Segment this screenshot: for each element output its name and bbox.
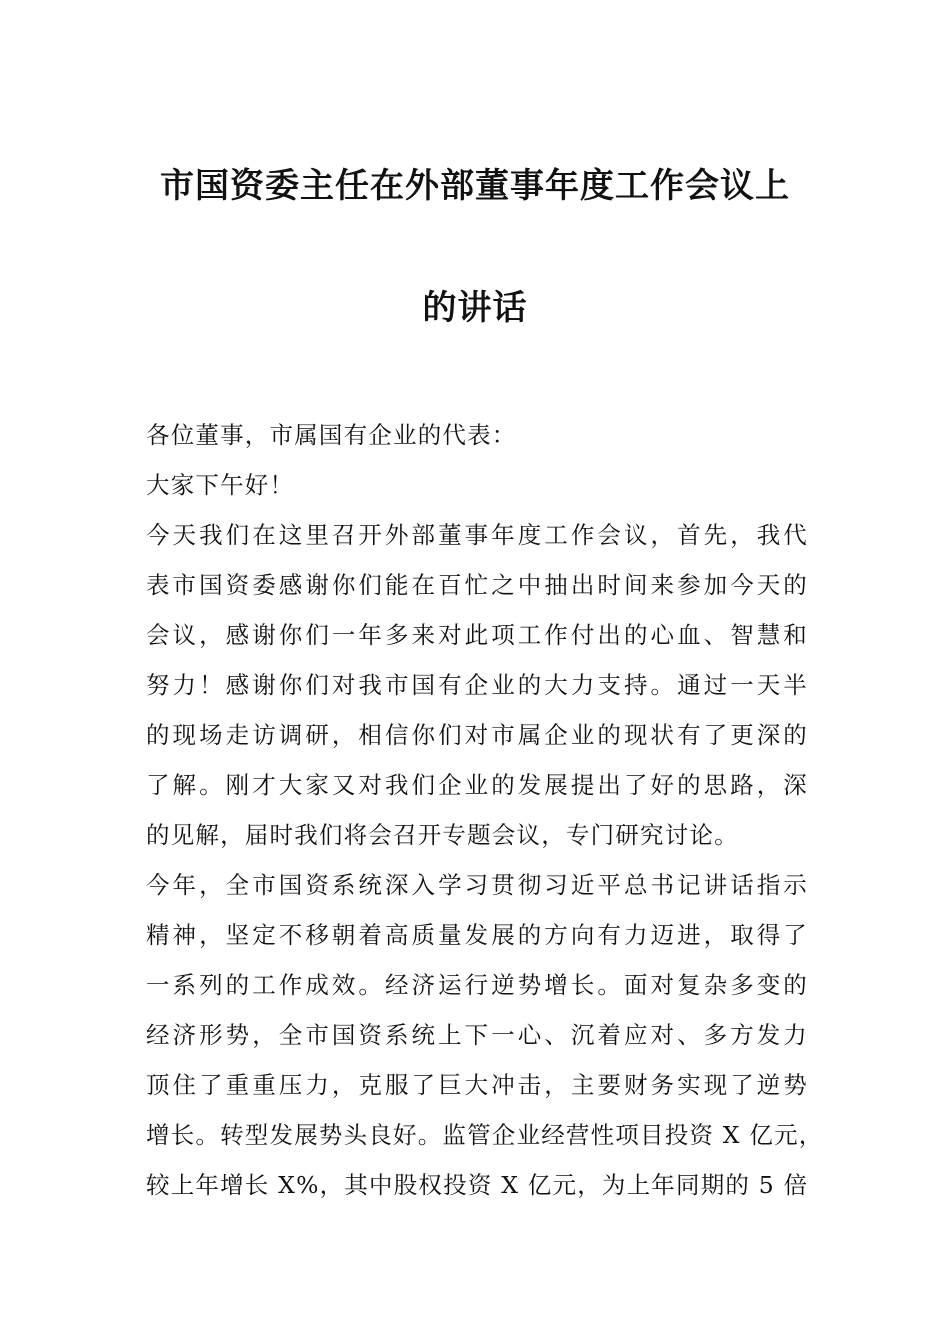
paragraph-line: 今天我们在这里召开外部董事年度工作会议，首先，我代 xyxy=(146,521,808,549)
paragraph-line: 的现场走访调研，相信你们对市属企业的现状有了更深的 xyxy=(146,721,808,749)
paragraph-line: 经济形势，全市国资系统上下一心、沉着应对、多方发力 xyxy=(146,1021,808,1049)
paragraph-line: 精神，坚定不移朝着高质量发展的方向有力迈进，取得了 xyxy=(146,921,808,949)
greeting-line: 大家下午好！ xyxy=(146,471,295,499)
paragraph-line: 较上年增长 X%，其中股权投资 X 亿元，为上年同期的 5 倍 xyxy=(146,1171,809,1199)
paragraph-line: 一系列的工作成效。经济运行逆势增长。面对复杂多变的 xyxy=(146,971,808,999)
document-title-line-1: 市国资委主任在外部董事年度工作会议上 xyxy=(160,166,790,206)
paragraph-line: 顶住了重重压力，克服了巨大冲击，主要财务实现了逆势 xyxy=(146,1071,808,1099)
paragraph-line: 增长。转型发展势头良好。监管企业经营性项目投资 X 亿元， xyxy=(146,1121,824,1149)
paragraph-line: 的见解，届时我们将会召开专题会议，专门研究讨论。 xyxy=(146,821,739,849)
document-body xyxy=(146,410,824,1210)
paragraph-line: 表市国资委感谢你们能在百忙之中抽出时间来参加今天的 xyxy=(146,571,808,599)
paragraph-line: 努力！感谢你们对我市国有企业的大力支持。通过一天半 xyxy=(146,671,808,699)
paragraph-line: 今年，全市国资系统深入学习贯彻习近平总书记讲话指示 xyxy=(146,871,808,899)
paragraph-line: 了解。刚才大家又对我们企业的发展提出了好的思路，深 xyxy=(146,771,808,799)
paragraph-line: 会议，感谢你们一年多来对此项工作付出的心血、智慧和 xyxy=(146,621,808,649)
document-title-line-2: 的讲话 xyxy=(422,288,528,328)
salutation-line: 各位董事，市属国有企业的代表： xyxy=(146,421,517,449)
